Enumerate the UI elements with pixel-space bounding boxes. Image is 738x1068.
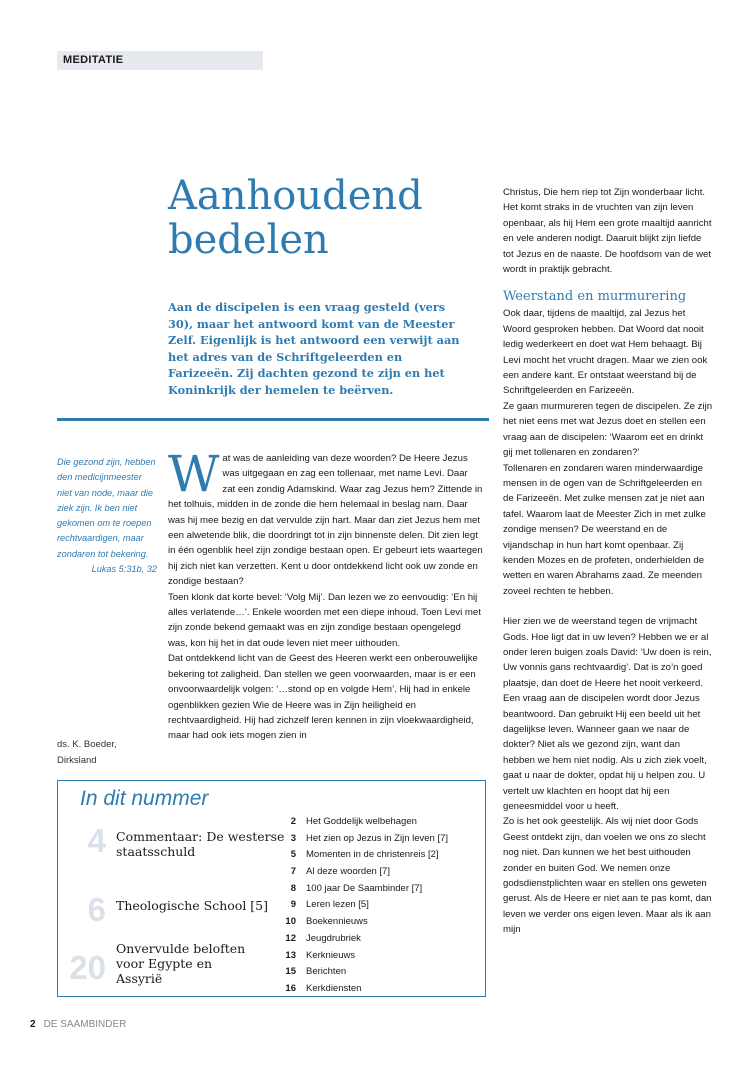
contents-page-number: 7 xyxy=(290,866,296,878)
contents-item-title: Kerknieuws xyxy=(306,949,356,961)
article-title xyxy=(168,174,423,262)
feature-title: Commentaar: De westerse staatsschuld xyxy=(116,829,285,859)
contents-item-title: Boekennieuws xyxy=(306,916,368,928)
body-paragraph: Hier zien we de weerstand tegen de vrijmacht Gods. Hoe ligt dat in uw leven? Hebben we er al onder leren buigen zoals David: ‘Uw doen is rein, Uw vonnis gans rechtvaardig’. Dat is zo’n goed plaatsje, dan doet de Heere het nooit verkeerd. Een vraag aan de discipelen wordt door Jezus beantwoord. Dan gebruikt Hij een beeld uit het dagelijkse leven. Wanneer gaan we naar de dokter? Niet als we gezond zijn, want dan hebben we hem niet nodig. Als u zich ziek voelt, gaat u naar de dokter, opdat hij u helpen zou. U vertelt uw klachten en hoopt dat hij een geneesmiddel voor u heeft. xyxy=(503,616,712,813)
contents-page-number: 12 xyxy=(285,932,296,944)
contents-item-title: Kerkdiensten xyxy=(306,982,362,994)
contents-item-title: Het zien op Jezus in Zijn leven [7] xyxy=(306,832,449,844)
contents-item-title: Het Goddelijk welbehagen xyxy=(306,816,417,827)
contents-page-number: 8 xyxy=(290,882,296,894)
contents-box xyxy=(57,780,486,997)
divider-rule xyxy=(57,418,489,421)
quote-reference: Lukas 5:31b, 32 xyxy=(91,564,157,575)
article-body-column xyxy=(168,445,483,744)
body-paragraph: at was de aanleiding van deze woorden? De Heere Jezus was uitgegaan en zag een tollenaar, met name Levi. Daar zat een zondig Adamskind. Waar zag Jezus hem? Zittende in het tolhuis, midden in de zonde die hem helemaal in beslag nam. Daar was hij mee bezig en dat vervulde zijn hart. Maar dan ziet Jezus hem met een alwetende blik, die doordringt tot in zijn binnenste delen. Dit zien legt in één ogenblik heel zijn zondige bestaan open. Er gebeurt iets waartegen hij zich niet kan verzetten. Kent u door ontdekkend licht ook uw zonde en zondige bestaan? xyxy=(168,453,483,588)
feature-page-number: 20 xyxy=(69,949,106,986)
contents-item-title: 100 jaar De Saambinder [7] xyxy=(306,882,423,894)
author-place: Dirksland xyxy=(57,754,97,766)
author-byline xyxy=(57,737,157,768)
scripture-quote xyxy=(57,455,157,577)
feature-title: Onvervulde beloften voor Egypte en Assyrië xyxy=(116,941,246,986)
contents-item[interactable] xyxy=(278,881,483,898)
contents-item-title: Momenten in de christenreis [2] xyxy=(306,849,439,861)
contents-item[interactable] xyxy=(278,814,483,831)
contents-item[interactable] xyxy=(278,897,483,914)
drop-cap: W xyxy=(168,445,220,503)
contents-item[interactable] xyxy=(278,948,483,965)
contents-item[interactable] xyxy=(278,914,483,931)
section-label: MEDITATIE xyxy=(57,51,263,70)
contents-item[interactable] xyxy=(278,831,483,848)
contents-item[interactable] xyxy=(278,864,483,881)
contents-page-number: 15 xyxy=(285,966,296,978)
contents-item-title: Jeugdrubriek xyxy=(306,932,361,944)
article-right-column xyxy=(503,185,713,938)
contents-page-number: 10 xyxy=(285,916,296,928)
subheading: Weerstand en murmurering xyxy=(503,289,687,305)
contents-list xyxy=(278,814,483,998)
feature-page-number: 6 xyxy=(87,891,106,928)
contents-page-number: 13 xyxy=(285,949,296,961)
page-number: 2 xyxy=(30,1019,36,1030)
body-paragraph: Ook daar, tijdens de maaltijd, zal Jezus het Woord gesproken hebben. Dat Woord dat nooit ledig wederkeert en doet wat Hem behaagt. Bij Levi mocht het vrucht dragen. Maar we zien ook een andere kant. Er ontstaat weerstand bij de Schriftgeleerden en Farizeeën. xyxy=(503,308,708,397)
body-paragraph: Dat ontdekkend licht van de Geest des Heeren werkt een onberouwelijke bekering tot zaligheid. Dan stellen we geen voorwaarden, maar is er een onvoorwaardelijk volgen: ‘…stond op en volgde Hem’. Hij had in enkele ogenblikken gezien Wie de Heere was in Zijn heiligheid en rechtvaardigheid. Hij had zichzelf leren kennen in zijn vloekwaardigheid, maar had ook iets mogen zien in xyxy=(168,653,478,742)
contents-item[interactable] xyxy=(278,931,483,948)
contents-item[interactable] xyxy=(278,981,483,998)
body-paragraph: Zo is het ook geestelijk. Als wij niet door Gods Geest ontdekt zijn, dan voelen we ons zo slecht nog niet. Dan kunnen we het best uithouden zonder en buiten God. We nemen onze godsdienstplichten waar en stellen ons geweten gerust. Als de Heere er niet aan te pas komt, dan leven we verder ons eigen leven. Maar als ik aan mijn xyxy=(503,816,712,936)
article-intro: Aan de discipelen is een vraag gesteld (vers 30), maar het antwoord komt van de Meester Zelf. Eigenlijk is het antwoord een verwijt aan het adres van de Schriftgeleerden en Farizeeën. Zij dachten gezond te zijn en het Koninkrijk der hemelen te beërven. xyxy=(168,300,460,397)
feature-title: Theologische School [5] xyxy=(116,898,269,913)
quote-text: Die gezond zijn, hebben den medicijnmeester niet van node, maar die ziek zijn. Ik ben niet gekomen om te roepen rechtvaardigen, maar zondaren tot bekering. xyxy=(57,457,156,559)
contents-page-number: 2 xyxy=(290,816,296,827)
page-footer xyxy=(30,1019,126,1030)
body-paragraph: Tollenaren en zondaren waren minderwaardige mensen in de ogen van de Schriftgeleerden en de Farizeeën. Met zulke mensen zat je niet aan tafel. Waarom laat de Meester Zich in met zulke zondige mensen? De weerstand en de vijandschap in hun hart komt openbaar. Zij kenden Mozes en de profeten, onderhielden de wetten en waren Abrahams zaad. Ze meenden zoveel rechten te hebben. xyxy=(503,462,706,597)
contents-page-number: 9 xyxy=(290,899,296,911)
contents-page-number: 5 xyxy=(290,849,296,861)
contents-item[interactable] xyxy=(278,847,483,864)
contents-item-title: Al deze woorden [7] xyxy=(306,866,390,878)
contents-page-number: 3 xyxy=(290,832,296,844)
contents-page-number: 16 xyxy=(285,982,296,994)
title-line-1: Aanhoudend xyxy=(168,173,423,219)
author-name: ds. K. Boeder, xyxy=(57,739,117,750)
contents-title: In dit nummer xyxy=(80,787,209,810)
publication-name: DE SAAMBINDER xyxy=(43,1019,127,1030)
contents-item-title: Leren lezen [5] xyxy=(306,899,369,911)
body-paragraph: Toen klonk dat korte bevel: ‘Volg Mij’. Dan lezen we zo eenvoudig: ‘En hij alles verlatende…’. Enkele woorden met een diepe inhoud. Toen Levi met zijn zonde bekend gemaakt was en zijn zondige bestaan opengelegd was, kon hij het in dat oude leven niet meer uithouden. xyxy=(168,591,481,649)
body-paragraph: Christus, Die hem riep tot Zijn wonderbaar licht. Het komt straks in de vruchten van zijn leven openbaar, als hij Hem een grote maaltijd aanricht en vele anderen nodigt. Daaruit blijkt zijn liefde tot Jezus en de naaste. De hoofdsom van de wet wordt in praktijk gebracht. xyxy=(503,187,712,276)
body-paragraph: Ze gaan murmureren tegen de discipelen. Ze zijn het niet eens met wat Jezus doet en stellen een vraag aan de discipelen: ‘Waarom eet en drinkt gij met tollenaren en zondaren?’ xyxy=(503,400,713,459)
feature-page-number: 4 xyxy=(87,822,106,859)
title-line-2: bedelen xyxy=(168,217,329,263)
contents-item-title: Berichten xyxy=(306,966,347,978)
contents-item[interactable] xyxy=(278,964,483,981)
